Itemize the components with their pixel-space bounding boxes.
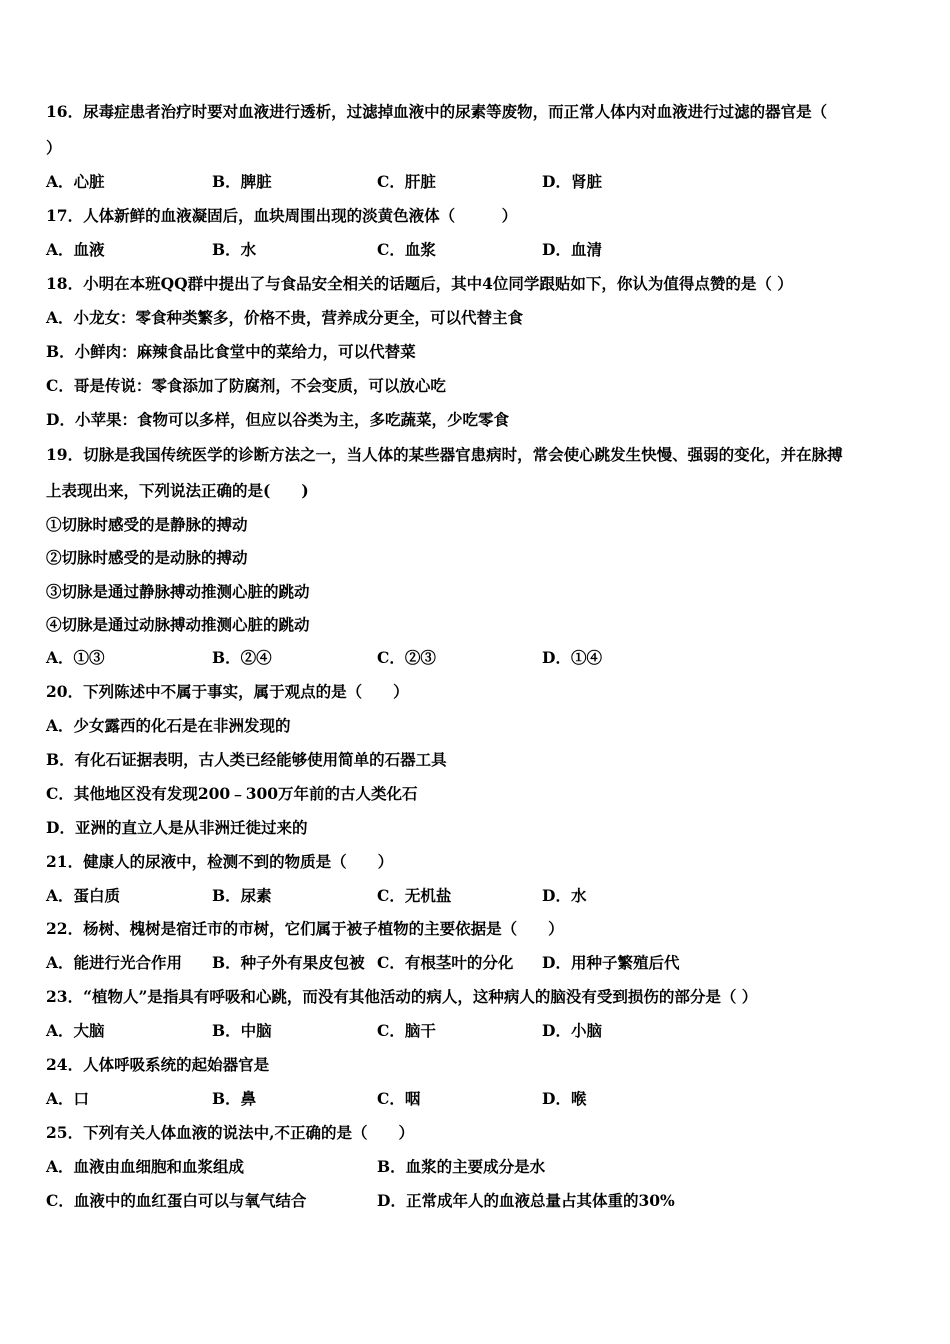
option-c: C．血液中的血红蛋白可以与氧气结合 [46,1191,307,1210]
option-a: A．少女露西的化石是在非洲发现的 [46,716,291,735]
option-b: B．中脑 [212,1021,272,1040]
question-stem: 25．下列有关人体血液的说法中,不正确的是（ ） [46,1123,414,1142]
option-d: D．肾脏 [542,172,602,191]
option-a: A．能进行光合作用 [46,953,183,972]
option-b: B．种子外有果皮包被 [212,953,365,972]
question-stem: 22．杨树、槐树是宿迁市的市树，它们属于被子植物的主要依据是（ ） [46,919,564,938]
option-d: D．小苹果：食物可以多样，但应以谷类为主，多吃蔬菜，少吃零食 [46,410,509,429]
question-stem-cont: ） [46,138,62,157]
option-b: B．尿素 [212,886,272,905]
option-b: B．水 [212,240,257,259]
option-b: B．血浆的主要成分是水 [377,1157,546,1176]
question-stem: 17．人体新鲜的血液凝固后，血块周围出现的淡黄色液体（ ） [46,206,518,225]
option-c: C．脑干 [377,1021,436,1040]
option-a: A．血液由血细胞和血浆组成 [46,1157,245,1176]
option-d: D．亚洲的直立人是从非洲迁徙过来的 [46,818,308,837]
statement: ④切脉是通过动脉搏动推测心脏的跳动 [46,615,310,634]
option-d: D．用种子繁殖后代 [542,953,680,972]
option-c: C．哥是传说：零食添加了防腐剂，不会变质，可以放心吃 [46,376,446,395]
option-d: D．水 [542,886,587,905]
question-stem: 23．“植物人”是指具有呼吸和心跳，而没有其他活动的病人，这种病人的脑没有受到损伤的部分是（ ） [46,987,758,1006]
question-stem: 24．人体呼吸系统的起始器官是 [46,1055,270,1074]
option-b: B．小鲜肉：麻辣食品比食堂中的菜给力，可以代替菜 [46,342,416,361]
option-a: A．大脑 [46,1021,105,1040]
question-stem: 21．健康人的尿液中，检测不到的物质是（ ） [46,852,394,871]
statement: ②切脉时感受的是动脉的搏动 [46,548,248,567]
option-c: C．其他地区没有发现200﹣300万年前的古人类化石 [46,784,418,803]
question-stem-cont: 上表现出来，下列说法正确的是( ) [46,481,309,500]
question-stem: 19．切脉是我国传统医学的诊断方法之一，当人体的某些器官患病时，常会使心跳发生快慢、强弱的变化，并在脉搏 [46,445,843,464]
option-c: C．咽 [377,1089,421,1108]
option-d: D．血清 [542,240,602,259]
question-stem: 18．小明在本班QQ群中提出了与食品安全相关的话题后，其中4位同学跟贴如下，你认为值得点赞的是（ ） [46,274,793,293]
option-a: A．①③ [46,648,105,667]
question-stem: 16．尿毒症患者治疗时要对血液进行透析，过滤掉血液中的尿素等废物，而正常人体内对血液进行过滤的器官是（ [46,102,828,121]
option-b: B．脾脏 [212,172,272,191]
question-stem: 20．下列陈述中不属于事实，属于观点的是（ ） [46,682,409,701]
option-c: C．有根茎叶的分化 [377,953,514,972]
option-d: D．正常成年人的血液总量占其体重的30% [377,1191,675,1210]
option-a: A．血液 [46,240,105,259]
option-c: C．无机盐 [377,886,452,905]
option-d: D．①④ [542,648,602,667]
option-b: B．②④ [212,648,272,667]
option-d: D．喉 [542,1089,587,1108]
option-d: D．小脑 [542,1021,602,1040]
option-a: A．小龙女：零食种类繁多，价格不贵，营养成分更全，可以代替主食 [46,308,524,327]
option-a: A．心脏 [46,172,105,191]
option-b: B．鼻 [212,1089,257,1108]
option-b: B．有化石证据表明，古人类已经能够使用简单的石器工具 [46,750,447,769]
option-a: A．蛋白质 [46,886,121,905]
statement: ①切脉时感受的是静脉的搏动 [46,515,248,534]
option-a: A．口 [46,1089,90,1108]
statement: ③切脉是通过静脉搏动推测心脏的跳动 [46,582,310,601]
option-c: C．肝脏 [377,172,436,191]
option-c: C．②③ [377,648,436,667]
option-c: C．血浆 [377,240,436,259]
